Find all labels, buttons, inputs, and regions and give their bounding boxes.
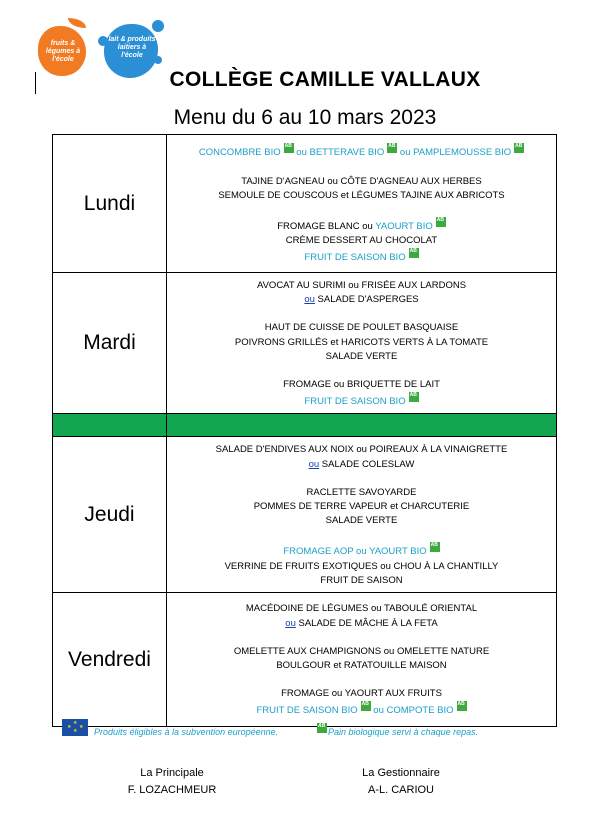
signature-manager (346, 765, 456, 799)
day-name: Jeudi (53, 437, 167, 593)
menu-text: RACLETTE SAVOYARDE (306, 486, 417, 498)
menu-text: FRUIT DE SAISON BIO (304, 396, 406, 408)
menu-text: SALADE D'ASPERGES (314, 294, 419, 306)
signature-name: F. LOZACHMEUR (127, 784, 217, 796)
menu-line (169, 687, 554, 701)
menu-text: FRUIT DE SAISON (320, 574, 403, 586)
menu-line (169, 458, 554, 472)
menu-text: SALADE D'ENDIVES AUX NOIX ou POIREAUX À LA VINAIGRETTE (215, 444, 508, 456)
menu-spacer (169, 307, 554, 321)
menu-text: POIVRONS GRILLÉS et HARICOTS VERTS À LA TOMATE (234, 336, 489, 348)
day-name: Mardi (53, 273, 167, 414)
menu-text: CRÈME DESSERT AU CHOCOLAT (285, 235, 438, 247)
signature-name: A-L. CARIOU (367, 784, 434, 796)
menu-line (169, 602, 554, 616)
menu-line (169, 321, 554, 335)
menu-text: FRUIT DE SAISON BIO (304, 252, 406, 264)
menu-line (169, 574, 554, 588)
menu-text: ou (293, 147, 310, 159)
menu-text: FROMAGE ou BRIQUETTE DE LAIT (283, 379, 440, 391)
menu-spacer (169, 364, 554, 378)
menu-text: AVOCAT AU SURIMI ou FRISÉE AUX LARDONS (256, 280, 467, 291)
organic-ab-icon (361, 701, 371, 711)
menu-line (169, 514, 554, 528)
day-menu-lundi (167, 135, 557, 273)
organic-ab-icon (387, 143, 397, 153)
signature-principal (112, 765, 232, 799)
day-row-vendredi (53, 593, 557, 727)
menu-line (169, 486, 554, 500)
organic-ab-icon (317, 723, 327, 733)
menu-spacer (169, 528, 554, 542)
lait-logo-text: lait & produits laitiers à l'école (108, 36, 156, 59)
menu-text: BETTERAVE BIO (309, 147, 385, 159)
menu-line (169, 143, 554, 160)
menu-line (169, 542, 554, 559)
menu-line (169, 560, 554, 574)
menu-text: OMELETTE AUX CHAMPIGNONS ou OMELETTE NATURE (233, 645, 490, 657)
menu-line (169, 248, 554, 265)
menu-line (169, 617, 554, 631)
menu-text: BOULGOUR et RATATOUILLE MAISON (276, 660, 447, 672)
day-row-lundi (53, 135, 557, 273)
menu-line (169, 189, 554, 203)
wednesday-green-band (53, 414, 557, 437)
signature-title: La Principale (140, 767, 204, 779)
footnote (62, 717, 552, 739)
menu-spacer (169, 203, 554, 217)
menu-text: SALADE VERTE (325, 515, 398, 527)
menu-text: ou (370, 705, 387, 717)
day-menu-vendredi (167, 593, 557, 727)
menu-text: FROMAGE AOP ou YAOURT BIO (283, 546, 427, 558)
green-band-day (53, 414, 167, 437)
menu-text: TAJINE D'AGNEAU ou CÔTE D'AGNEAU AUX HERBES (241, 175, 482, 187)
menu-line (169, 234, 554, 248)
day-row-mardi (53, 273, 557, 414)
organic-ab-icon (284, 143, 294, 153)
day-row-jeudi (53, 437, 557, 593)
menu-table (52, 134, 557, 727)
organic-ab-icon (409, 248, 419, 258)
menu-spacer (169, 631, 554, 645)
organic-ab-icon (457, 701, 467, 711)
menu-spacer (169, 472, 554, 486)
menu-title: Menu du 6 au 10 mars 2023 (173, 106, 437, 129)
menu-text: HAUT DE CUISSE DE POULET BASQUAISE (264, 322, 459, 334)
day-name: Lundi (53, 135, 167, 273)
menu-spacer (169, 673, 554, 687)
menu-text: ou (285, 617, 296, 629)
menu-text: PAMPLEMOUSSE BIO (413, 147, 512, 159)
menu-line (169, 645, 554, 659)
menu-line (169, 500, 554, 514)
menu-text: FROMAGE ou YAOURT AUX FRUITS (281, 688, 442, 700)
menu-line (169, 659, 554, 673)
menu-text: MACÉDOINE DE LÉGUMES ou TABOULÉ ORIENTAL (245, 603, 478, 615)
day-menu-jeudi (167, 437, 557, 593)
menu-line (169, 392, 554, 409)
menu-text: YAOURT BIO (375, 221, 433, 232)
menu-line (169, 350, 554, 364)
organic-ab-icon (436, 217, 446, 227)
green-band-content (167, 414, 557, 437)
menu-text: ou (304, 294, 315, 306)
organic-ab-icon (514, 143, 524, 153)
menu-line (169, 293, 554, 307)
menu-line (169, 378, 554, 392)
menu-text: SALADE DE MÂCHE À LA FETA (295, 617, 438, 629)
eu-flag-icon: ★ ★ ★ ★ (62, 719, 88, 736)
menu-text: FRUIT DE SAISON BIO (256, 705, 358, 717)
menu-text: SALADE COLESLAW (319, 458, 415, 470)
menu-text: FROMAGE BLANC ou (277, 221, 376, 232)
menu-line (169, 217, 554, 234)
signature-title: La Gestionnaire (362, 767, 440, 779)
menu-spacer (169, 161, 554, 175)
menu-text: ou (308, 458, 320, 470)
fruits-legumes-logo (34, 18, 94, 80)
menu-text: SEMOULE DE COUSCOUS et LÉGUMES TAJINE AUX ABRICOTS (218, 189, 505, 201)
menu-line (169, 279, 554, 293)
fruits-logo-text: fruits & légumes à l'école (45, 40, 81, 63)
menu-line (169, 336, 554, 350)
menu-line (169, 443, 554, 457)
menu-text: SALADE VERTE (325, 350, 398, 362)
school-name: COLLÈGE CAMILLE VALLAUX (169, 68, 481, 91)
left-margin-bar (35, 72, 36, 94)
menu-text: VERRINE DE FRUITS EXOTIQUES ou CHOU À LA CHANTILLY (224, 560, 499, 572)
menu-text: COMPOTE BIO (386, 705, 454, 717)
day-name: Vendredi (53, 593, 167, 727)
menu-text: POMMES DE TERRE VAPEUR et CHARCUTERIE (253, 501, 470, 513)
organic-bread-note: Pain biologique servi à chaque repas. (328, 727, 479, 737)
organic-ab-icon (409, 392, 419, 402)
organic-ab-icon (430, 542, 440, 552)
menu-text: CONCOMBRE BIO (198, 147, 281, 159)
menu-line (169, 175, 554, 189)
day-menu-mardi (167, 273, 557, 414)
eu-subsidy-note: Produits éligibles à la subvention européenne. (94, 727, 279, 737)
menu-text: ou (397, 147, 414, 159)
